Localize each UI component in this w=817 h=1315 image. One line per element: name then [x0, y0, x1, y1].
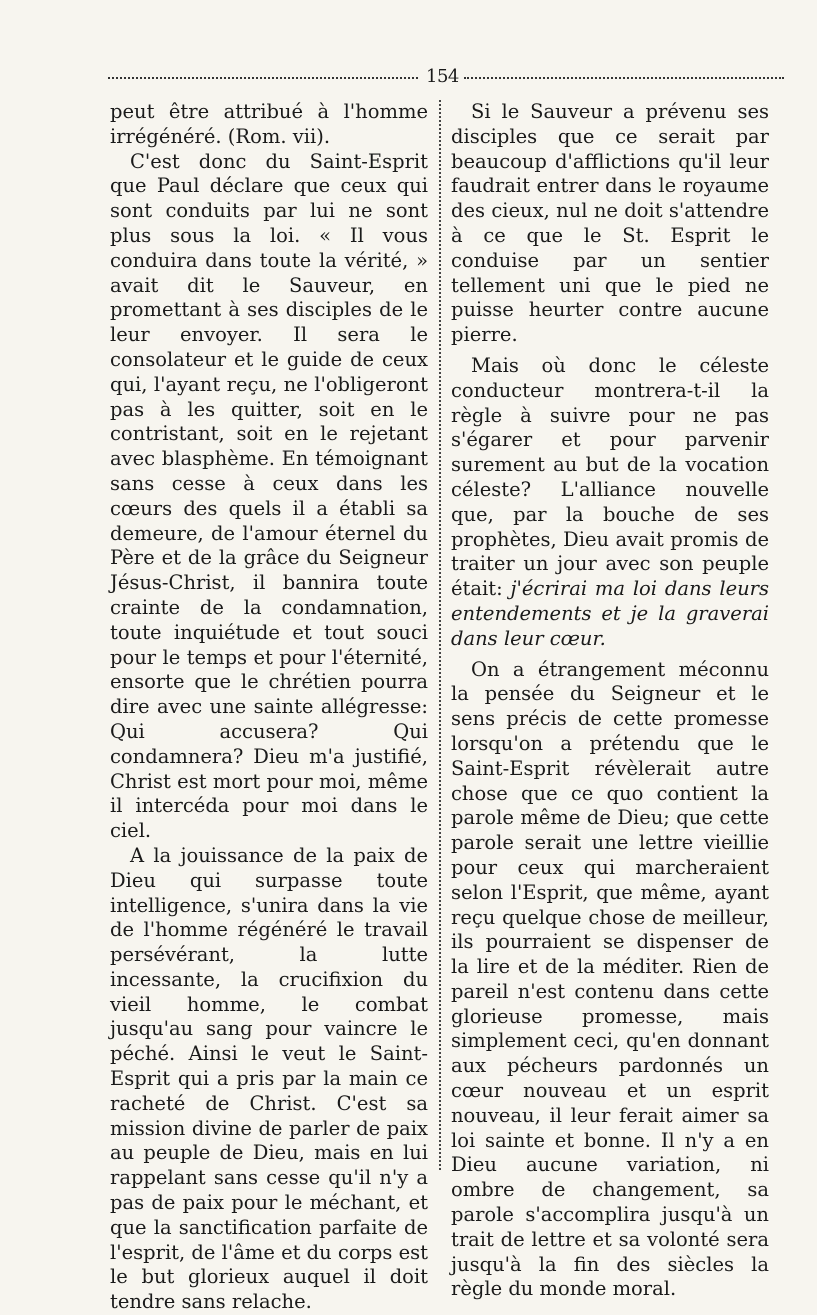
- column-divider: [439, 100, 441, 1170]
- paragraph-saint-esprit: C'est donc du Saint-Esprit que Paul déclare que ceux qui sont conduits par lui ne sont plus sous la loi. « Il vous conduira dans toute la vérité, » avait dit le Sauveur, en promettant à ses disciples de le leur envoyer. Il sera le consolateur et le guide de ceux qui, l'ayant reçu, ne l'obligeront pas à les quitter, soit en le contristant, soit en le rejetant avec blasphème. En témoignant sans cesse à ceux dans les cœurs des quels il a établi sa demeure, de l'amour éternel du Père et de la grâce du Seigneur Jésus-Christ, il bannira toute crainte de la condamnation, toute inquiétude et tout souci pour le temps et pour l'éternité, ensorte que le chrétien pourra dire avec une sainte allégresse: Qui accusera? Qui condamnera? Dieu m'a justifié, Christ est mort pour moi, même il intercéda pour moi dans le ciel.: [110, 149, 428, 843]
- header-rule-left: [108, 77, 418, 79]
- paragraph-jouissance: A la jouissance de la paix de Dieu qui surpasse toute intelligence, s'unira dans la vie de l'homme régénéré le travail persévérant, la lutte incessante, la crucifixion du vieil homme, le combat jusqu'au sang pour vaincre le péché. Ainsi le veut le Saint-Esprit qui a pris par la main ce racheté de Christ. C'est sa mission divine de parler de paix au peuple de Dieu, mais en lui rappelant sans cesse qu'il n'y a pas de paix pour le méchant, et que la sanctification parfaite de l'esprit, de l'âme et du corps est le but glorieux auquel il doit tendre sans relache.: [110, 843, 428, 1314]
- left-column: [110, 100, 428, 1315]
- paragraph-sauveur: Si le Sauveur a prévenu ses disciples que ce serait par beaucoup d'afflictions qu'il leur faudrait entrer dans le royaume des cieux, nul ne doit s'attendre à ce que le St. Esprit le conduise par un sentier tellement uni que le pied ne puisse heurter contre aucune pierre.: [451, 100, 769, 347]
- paragraph-conducteur: [451, 354, 769, 652]
- paragraph-conducteur-text: Mais où donc le céleste conducteur montrera-t-il la règle à suivre pour ne pas s'égarer et pour parvenir surement au but de la vocation céleste? L'alliance nouvelle que, par la bouche de ses prophètes, Dieu avait promis de traiter un jour avec son peuple était:: [451, 353, 769, 601]
- page-number: 154: [426, 66, 459, 87]
- scripture-quote: j'écrirai ma loi dans leurs entendements et je la graverai dans leur cœur.: [451, 577, 769, 650]
- page-header: [108, 66, 784, 90]
- paragraph-meconnu: On a étrangement méconnu la pensée du Seigneur et le sens précis de cette promesse lorsqu'on a prétendu que le Saint-Esprit révèlerait autre chose que ce quo contient la parole même de Dieu; que cette parole serait une lettre vieillie pour ceux qui marcheraient selon l'Esprit, que même, ayant reçu quelque chose de meilleur, ils pourraient se dispenser de la lire et de la méditer. Rien de pareil n'est contenu dans cette glorieuse promesse, mais simplement ceci, qu'en donnant aux pécheurs pardonnés un cœur nouveau et un esprit nouveau, il leur ferait aimer sa loi sainte et bonne. Il n'y a en Dieu aucune variation, ni ombre de changement, sa parole s'accomplira jusqu'à un trait de lettre et sa volonté sera jusqu'à la fin des siècles la règle du monde moral.: [451, 657, 769, 1301]
- header-rule-right: [464, 77, 784, 79]
- paragraph-continuation: peut être attribué à l'homme irrégénéré. (Rom. vii).: [110, 100, 428, 148]
- right-column: [451, 100, 769, 1302]
